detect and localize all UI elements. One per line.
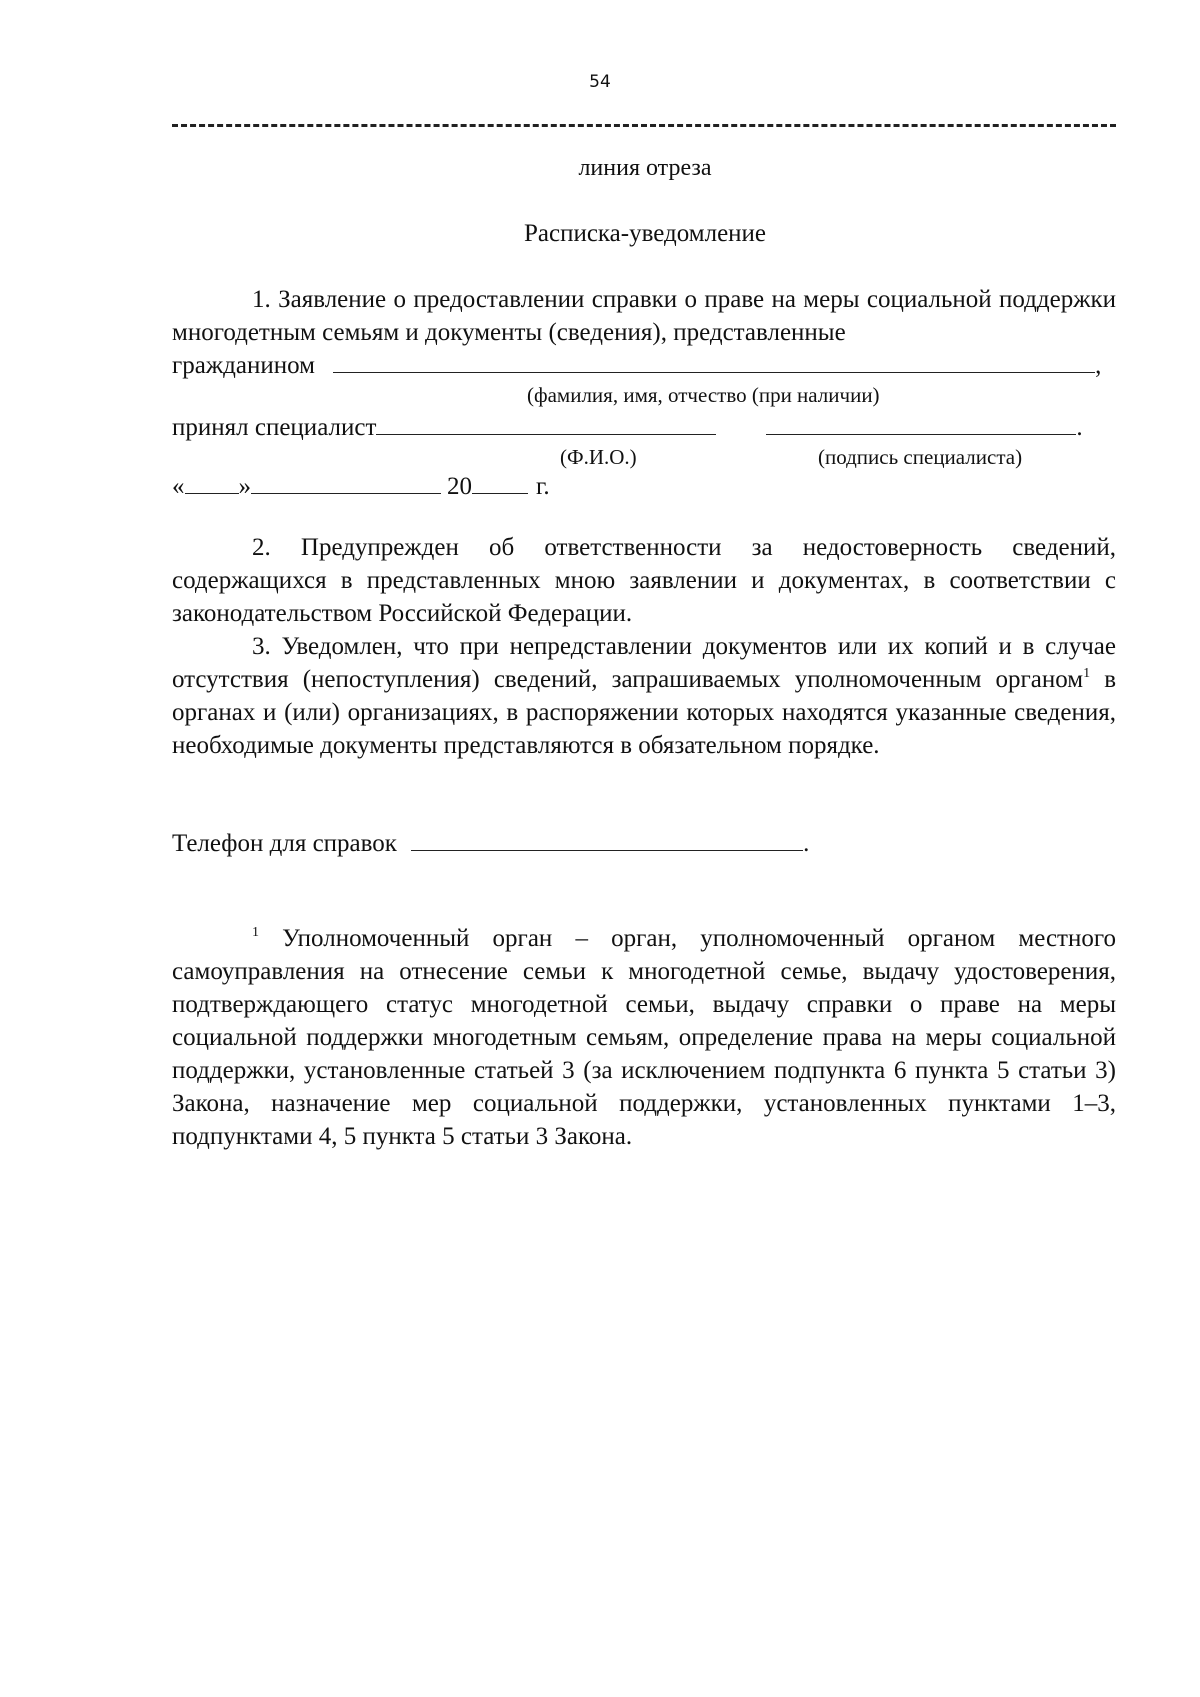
signature-hint: (подпись специалиста) bbox=[818, 445, 1023, 469]
cut-line-label: линия отреза bbox=[578, 155, 712, 181]
phone-field[interactable] bbox=[411, 828, 803, 851]
citizen-name-field[interactable] bbox=[333, 350, 1095, 373]
specialist-label: принял специалист bbox=[172, 414, 377, 441]
footnote-body: Уполномоченный орган – орган, уполномоченный органом местного самоуправления на отнесение семьи к многодетной семье, выдачу удостоверения, подтверждающего статус многодетной семьи, выдачу справки о праве на меры социальной поддержки многодетным семьям, определение права на меры социальной поддержки, установленные статьей 3 (за исключением подпункта 6 пункта 5 статьи 3) Закона, назначение мер социальной поддержки, установленных пунктами 1–3, подпунктами 4, 5 пункта 5 статьи 3 Закона. bbox=[172, 925, 1116, 1150]
document-title: Расписка-уведомление bbox=[523, 220, 767, 247]
fio-hint: (Ф.И.О.) bbox=[560, 445, 637, 469]
specialist-fio-field[interactable] bbox=[376, 412, 716, 435]
footnote-ref: 1 bbox=[1083, 666, 1091, 681]
item-3-text bbox=[172, 630, 1116, 762]
phone-label: Телефон для справок bbox=[172, 830, 397, 857]
phone-row: Телефон для справок . bbox=[172, 830, 810, 857]
date-year-field[interactable] bbox=[472, 471, 528, 494]
year-suffix: г. bbox=[536, 473, 550, 500]
page-number: 54 bbox=[589, 72, 611, 92]
cut-line bbox=[172, 124, 1116, 127]
citizen-label: гражданином bbox=[172, 352, 315, 379]
date-open-quote: « bbox=[172, 473, 185, 500]
specialist-signature-field[interactable] bbox=[766, 412, 1076, 435]
footnote-marker: 1 bbox=[252, 925, 259, 940]
citizen-hint: (фамилия, имя, отчество (при наличии) bbox=[527, 383, 880, 407]
item-3-text-end: в органах и (или) организациях, в распоряжении которых находятся указанные сведения, необходимые документы представляются в обязательном порядке. bbox=[172, 666, 1116, 759]
citizen-row: гражданином , bbox=[172, 352, 1102, 379]
footnote-text bbox=[172, 922, 1116, 1153]
date-close-quote: » bbox=[238, 473, 251, 500]
item-3-text-start: 3. Уведомлен, что при непредставлении документов или их копий и в случае отсутствия (непоступления) сведений, запрашиваемых уполномоченным органом bbox=[172, 633, 1116, 693]
item-1-text: 1. Заявление о предоставлении справки о праве на меры социальной поддержки многодетным семьям и документы (сведения), представленные bbox=[172, 286, 1116, 346]
year-prefix: 20 bbox=[447, 473, 472, 500]
date-day-field[interactable] bbox=[185, 471, 239, 494]
specialist-row: принял специалист . bbox=[172, 414, 1083, 441]
date-row bbox=[172, 470, 550, 503]
item-2-text: 2. Предупрежден об ответственности за недостоверность сведений, содержащихся в представленных мною заявлении и документах, в соответствии с законодательством Российской Федерации. bbox=[172, 534, 1116, 627]
date-month-field[interactable] bbox=[251, 471, 441, 494]
